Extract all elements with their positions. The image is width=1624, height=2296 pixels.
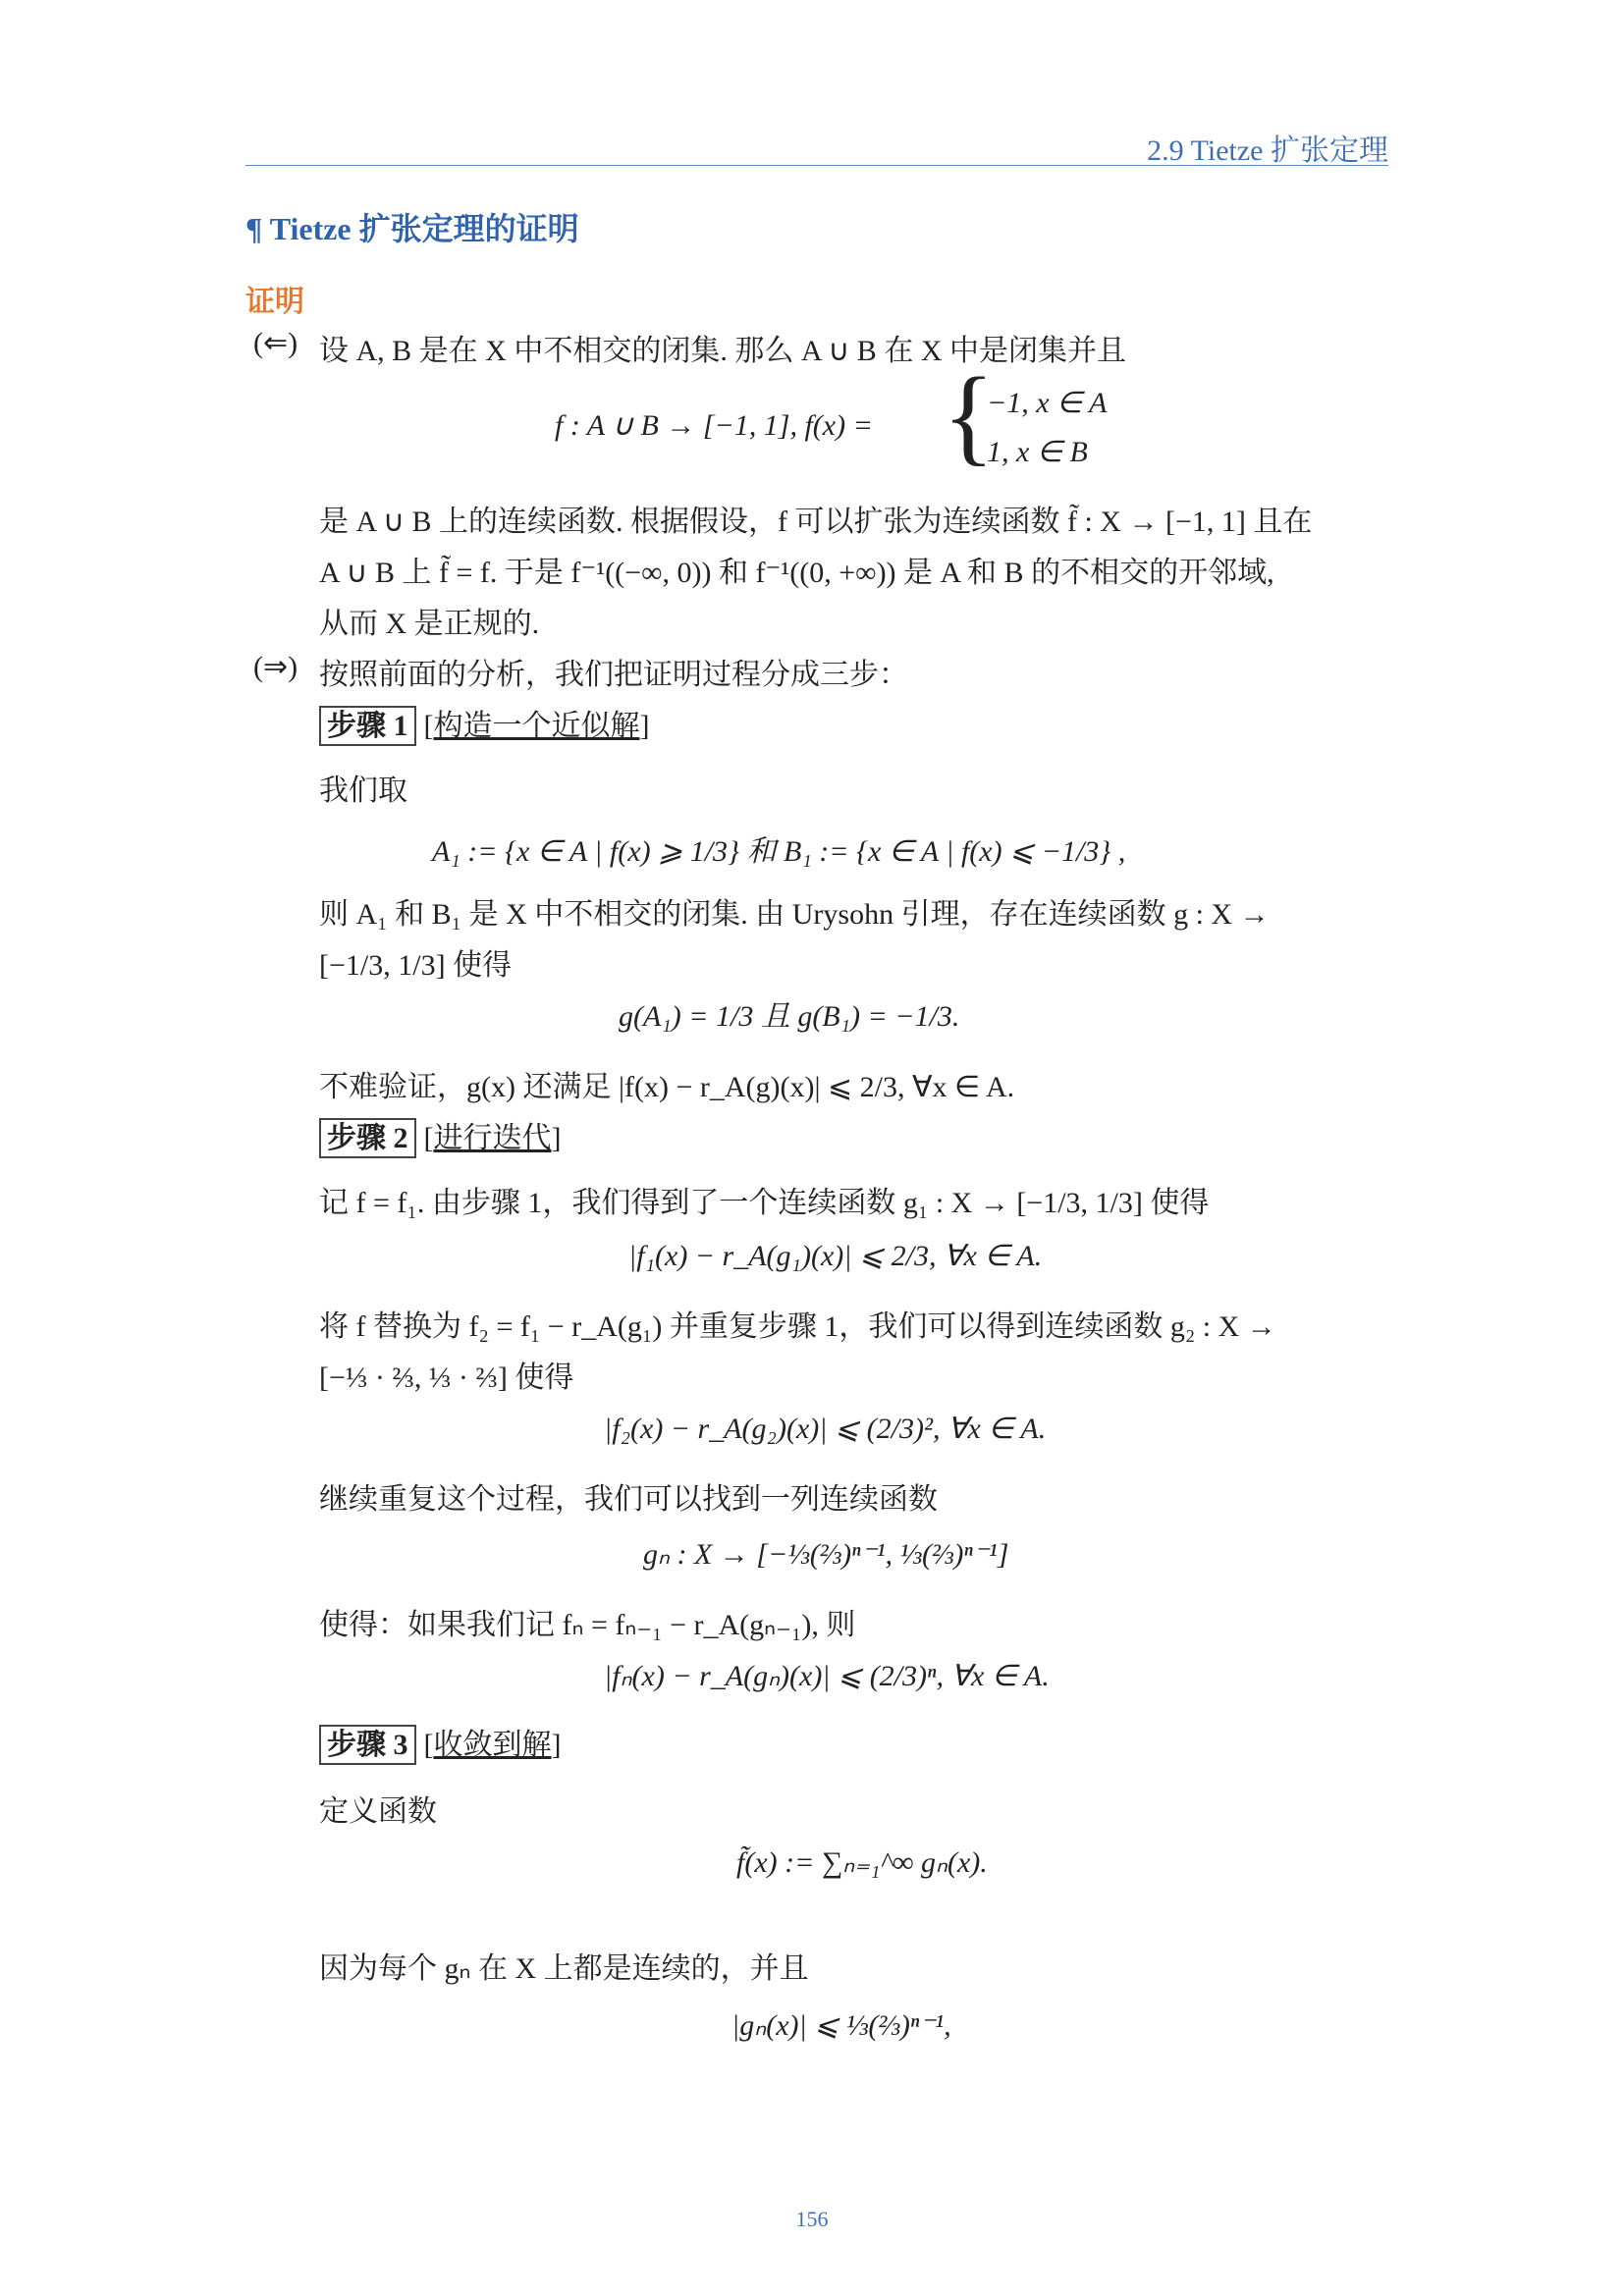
step-2-line-1: 记 f = f₁. 由步骤 1，我们得到了一个连续函数 g₁ : X → [−1/3, 1/3] 使得 bbox=[319, 1187, 1210, 1219]
step-1-box: 步骤 1 bbox=[319, 706, 416, 746]
step-2-line-3: [−⅓ · ⅔, ⅓ · ⅔] 使得 bbox=[319, 1362, 574, 1394]
step-1-equation-1: A₁ := {x ∈ A | f(x) ⩾ 1/3} 和 B₁ := {x ∈ A | f(x) ⩽ −1/3} , bbox=[432, 835, 1126, 868]
step-2-equation-3: gₙ : X → [−⅓(⅔)ⁿ⁻¹, ⅓(⅔)ⁿ⁻¹] bbox=[643, 1538, 1009, 1571]
step-2-box: 步骤 2 bbox=[319, 1118, 416, 1158]
step-2-line-2: 将 f 替换为 f₂ = f₁ − r_A(g₁) 并重复步骤 1，我们可以得到连续函数 g₂ : X → bbox=[319, 1310, 1276, 1343]
equation-1-case2: 1, x ∈ B bbox=[987, 436, 1088, 468]
step-3-box: 步骤 3 bbox=[319, 1725, 416, 1765]
step-2-label: 进行迭代 bbox=[433, 1122, 552, 1154]
step-2-line-5: 使得：如果我们记 fₙ = fₙ₋₁ − r_A(gₙ₋₁), 则 bbox=[319, 1609, 856, 1641]
step-2-equation-2: |f₂(x) − r_A(g₂)(x)| ⩽ (2/3)², ∀x ∈ A. bbox=[604, 1413, 1047, 1445]
header-title: 2.9 Tietze 扩张定理 bbox=[1147, 134, 1388, 167]
page-header bbox=[245, 126, 1388, 166]
brace: { bbox=[943, 355, 995, 475]
equation-1-case1: −1, x ∈ A bbox=[987, 387, 1108, 419]
paragraph-1: 设 A, B 是在 X 中不相交的闭集. 那么 A ∪ B 在 X 中是闭集并且 bbox=[319, 335, 1126, 367]
step-3-label: 收敛到解 bbox=[433, 1729, 552, 1761]
paragraph-2-line-1: 是 A ∪ B 上的连续函数. 根据假设，f 可以扩张为连续函数 f̃ : X → [−1, 1] 且在 bbox=[319, 506, 1313, 538]
page-number: 156 bbox=[795, 2207, 829, 2231]
step-1-label: 构造一个近似解 bbox=[433, 710, 640, 742]
step-1-heading: 步骤 1 [构造一个近似解] bbox=[319, 701, 650, 744]
step-3-line-2: 因为每个 gₙ 在 X 上都是连续的，并且 bbox=[319, 1952, 809, 1985]
step-2-equation-1: |f₁(x) − r_A(g₁)(x)| ⩽ 2/3, ∀x ∈ A. bbox=[628, 1240, 1043, 1272]
step-3-equation-2: |gₙ(x)| ⩽ ⅓(⅔)ⁿ⁻¹, bbox=[731, 2009, 951, 2042]
paragraph-3: 按照前面的分析，我们把证明过程分成三步： bbox=[319, 659, 908, 691]
step-1-line-4: 不难验证，g(x) 还满足 |f(x) − r_A(g)(x)| ⩽ 2/3, ∀x ∈ A. bbox=[319, 1071, 1015, 1103]
step-1-line-1: 我们取 bbox=[319, 774, 407, 807]
step-1-line-2: 则 A₁ 和 B₁ 是 X 中不相交的闭集. 由 Urysohn 引理，存在连续函数 g : X → bbox=[319, 898, 1270, 931]
bullet-left-arrow: (⇐) bbox=[253, 327, 298, 359]
step-2-equation-4: |fₙ(x) − r_A(gₙ)(x)| ⩽ (2/3)ⁿ, ∀x ∈ A. bbox=[604, 1660, 1050, 1692]
step-3-line-1: 定义函数 bbox=[319, 1795, 437, 1828]
step-1-line-3: [−1/3, 1/3] 使得 bbox=[319, 949, 513, 982]
paragraph-2-line-3: 从而 X 是正规的. bbox=[319, 608, 540, 640]
section-title: ¶ Tietze 扩张定理的证明 bbox=[245, 211, 579, 246]
step-1-equation-2: g(A₁) = 1/3 且 g(B₁) = −1/3. bbox=[619, 1000, 960, 1033]
proof-label: 证明 bbox=[245, 286, 304, 318]
step-2-heading: 步骤 2 [进行迭代] bbox=[319, 1113, 562, 1156]
bullet-right-arrow: (⇒) bbox=[253, 651, 298, 683]
step-2-line-4: 继续重复这个过程，我们可以找到一列连续函数 bbox=[319, 1483, 938, 1516]
step-3-heading: 步骤 3 [收敛到解] bbox=[319, 1720, 562, 1763]
step-3-equation-1: f̃(x) := ∑ₙ₌₁^∞ gₙ(x). bbox=[736, 1846, 988, 1879]
equation-1-left: f : A ∪ B → [−1, 1], f(x) = bbox=[555, 409, 873, 442]
paragraph-2-line-2: A ∪ B 上 f̃ = f. 于是 f⁻¹((−∞, 0)) 和 f⁻¹((0, +∞)) 是 A 和 B 的不相交的开邻域, bbox=[319, 557, 1274, 589]
